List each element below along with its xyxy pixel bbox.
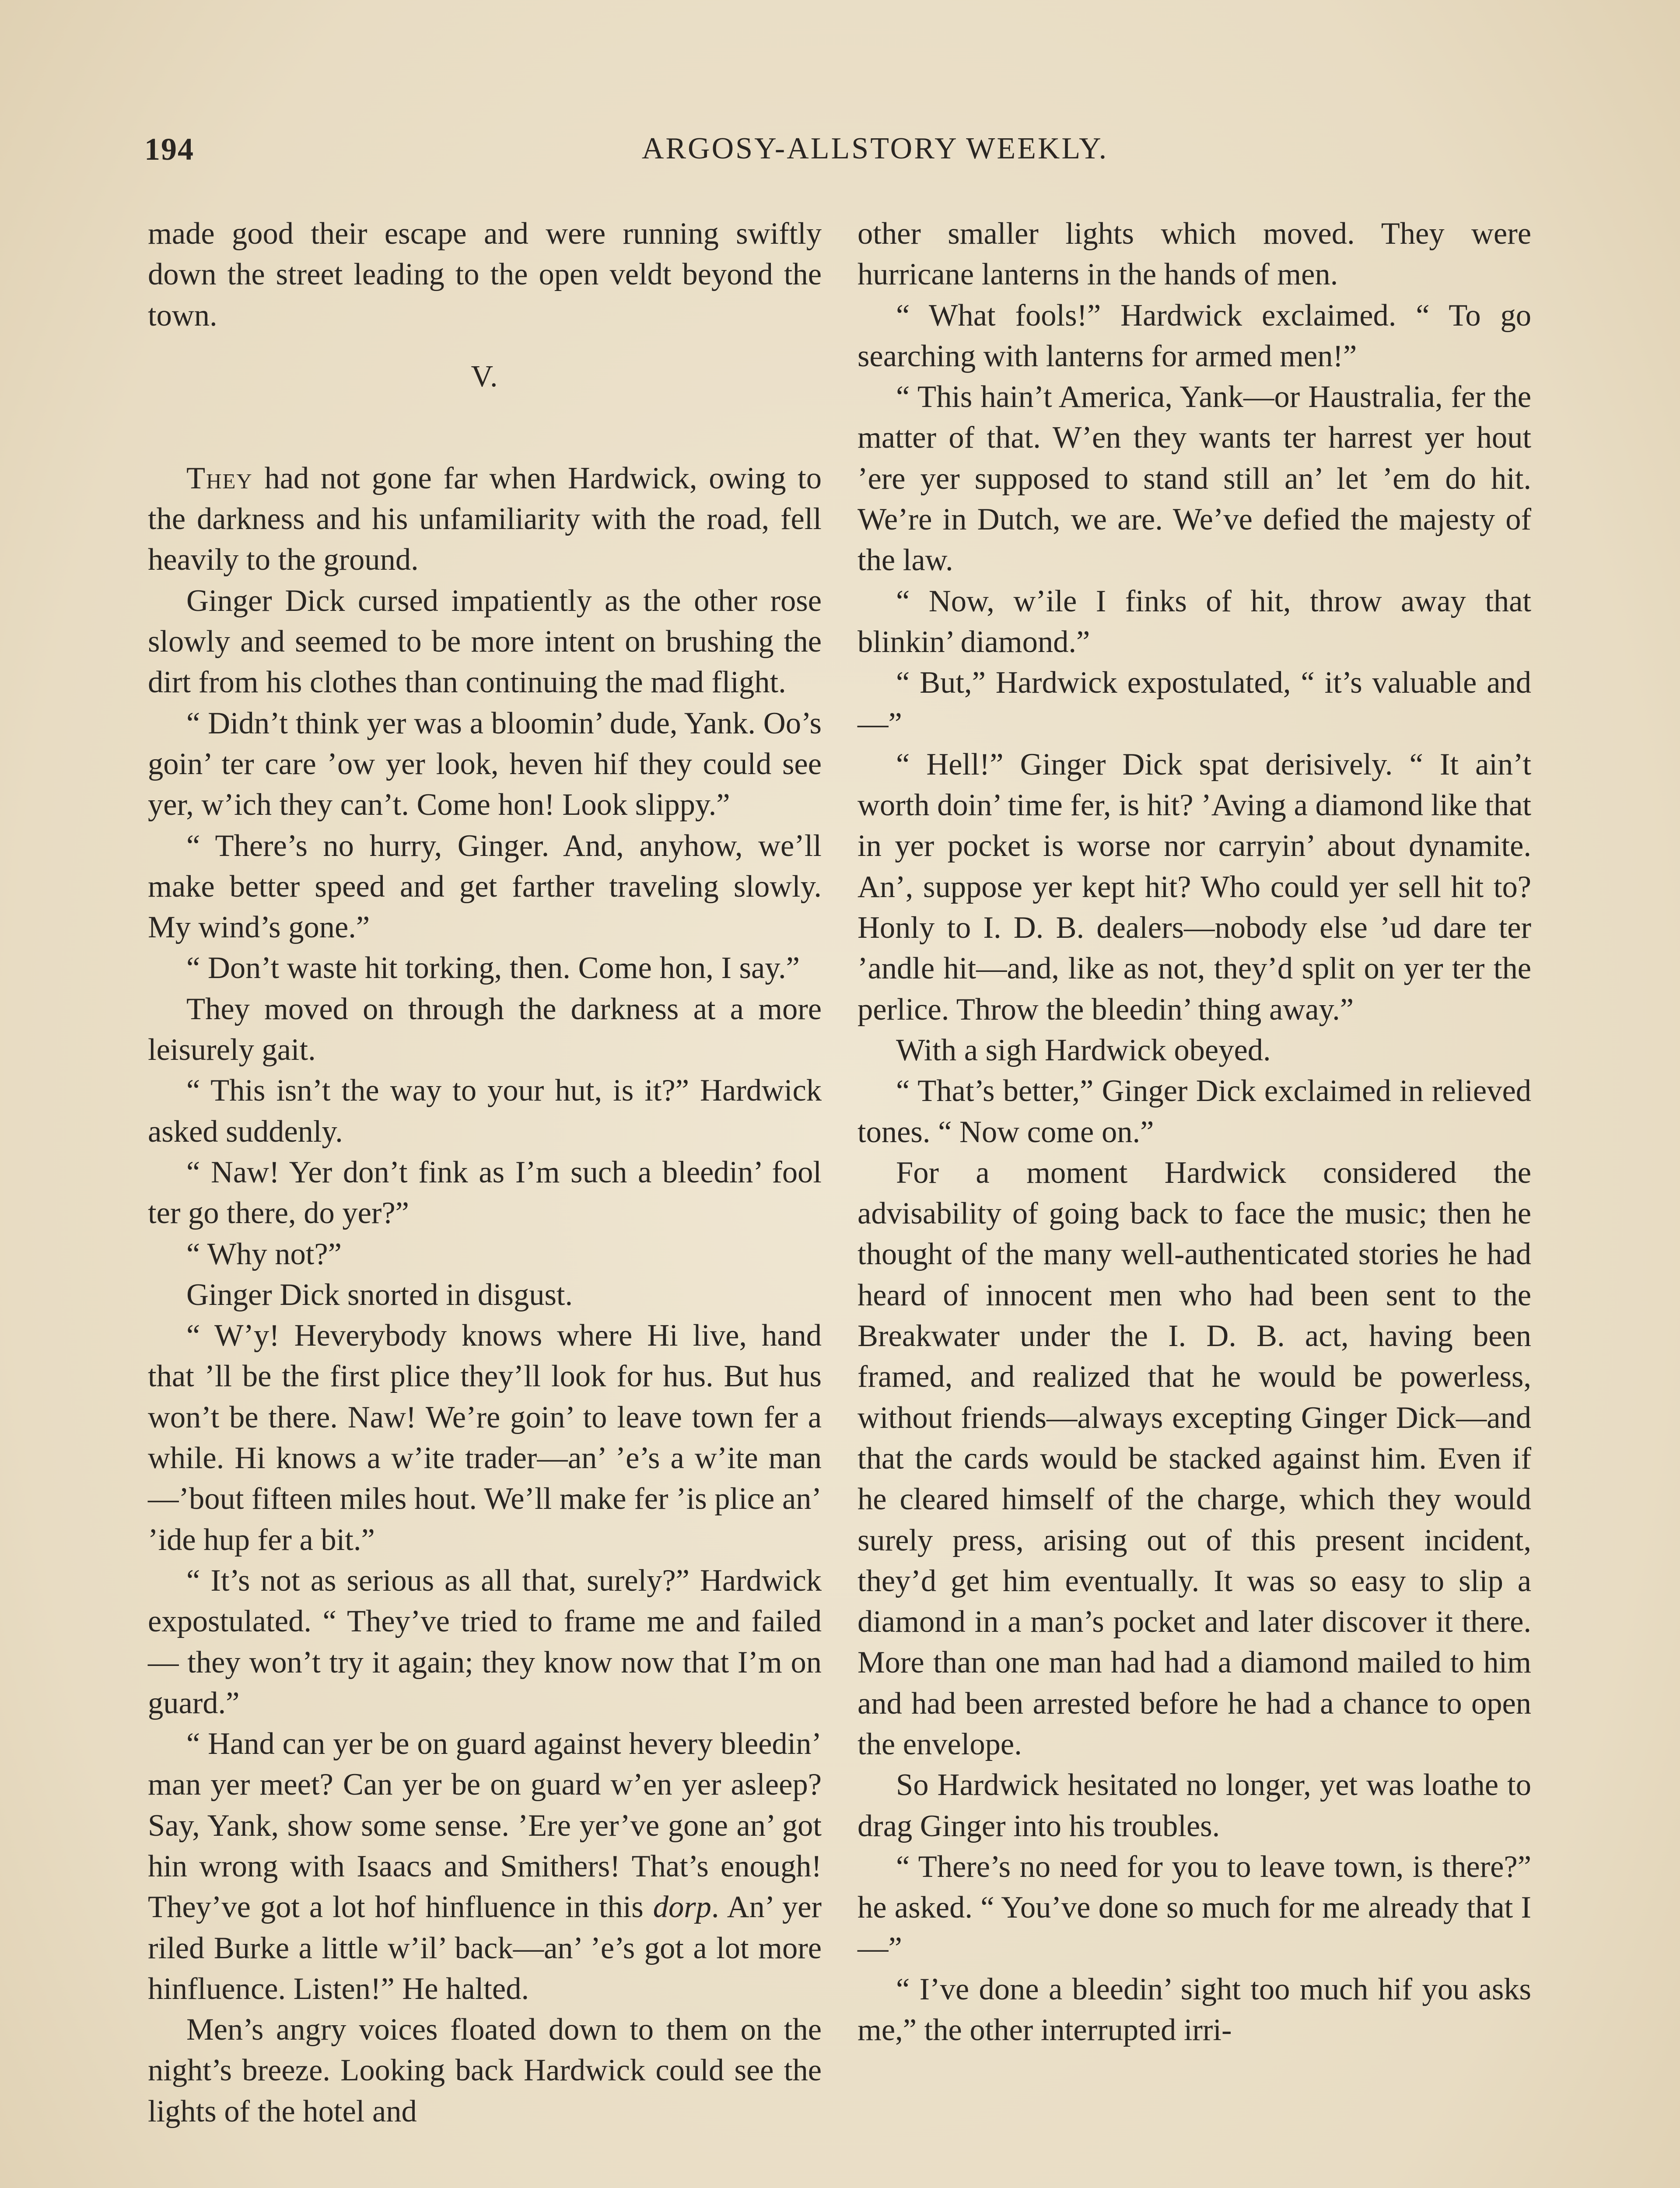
paragraph: “ Why not?”: [186, 1237, 342, 1271]
paragraph: “ This hain’t America, Yank—or Haustralia, fer the matter of that. W’en they wants ter harrest yer hout ’ere yer supposed to stand still an’ let ’em do hit. We’re in Dutch, we are. We’ve defied the majesty of the law.: [858, 380, 1531, 578]
paragraph: “ I’ve done a bleedin’ sight too much hif you asks me,” the other interrupted irri-: [858, 1972, 1531, 2048]
paragraph: made good their escape and were running swiftly down the street leading to the open veldt beyond the town.: [148, 217, 822, 333]
running-head: [144, 131, 1527, 179]
page-number: 194: [144, 132, 194, 167]
paragraph: So Hardwick hesitated no longer, yet was loathe to drag Ginger into his troubles.: [858, 1768, 1531, 1843]
paragraph: other smaller lights which moved. They were hurricane lanterns in the hands of men.: [858, 217, 1531, 292]
paragraph: For a moment Hardwick considered the advisability of going back to face the music; then he thought of the many well-authenticated stories he had heard of innocent men who had been sent to the Breakwater under the I. D. B. act, having been framed, and realized that he would be powerless, without friends—always excepting Ginger Dick—and that the cards would be stacked against him. Even if he cleared himself of the charge, which they would surely press, arising out of this present incident, they’d get him eventually. It was so easy to slip a diamond in a man’s pocket and later discover it there. More than one man had had a diamond mailed to him and had been arrested before he had a chance to open the envelope.: [858, 1155, 1531, 1761]
paragraph: [148, 458, 822, 581]
paragraph: “ Naw! Yer don’t fink as I’m such a bleedin’ fool ter go there, do yer?”: [148, 1155, 822, 1231]
paragraph: “ But,” Hardwick expostulated, “ it’s valuable and—”: [858, 666, 1531, 741]
section-heading: V.: [471, 359, 499, 393]
section-spacer: [148, 417, 822, 458]
paragraph: Men’s angry voices floated down to them on the night’s breeze. Looking back Hardwick could see the lights of the hotel and: [148, 2013, 822, 2128]
paragraph: Ginger Dick cursed impatiently as the other rose slowly and seemed to be more intent on brushing the dirt from his clothes than continuing the mad flight.: [148, 583, 822, 700]
paragraph: “ Don’t waste hit torking, then. Come hon, I say.”: [186, 951, 800, 985]
paragraph: “ It’s not as serious as all that, surely?” Hardwick expostulated. “ They’ve tried to frame me and failed — they won’t try it again; they know now that I’m on guard.”: [148, 1563, 822, 1720]
paragraph: “ Didn’t think yer was a bloomin’ dude, Yank. Oo’s goin’ ter care ’ow yer look, heven hif they could see yer, w’ich they can’t. Come hon! Look slippy.”: [148, 706, 822, 822]
paragraph: “ Hell!” Ginger Dick spat derisively. “ It ain’t worth doin’ time fer, is hit? ’Aving a diamond like that in yer pocket is worse nor carryin’ about dynamite. An’, suppose yer kept hit? Who could yer sell hit to? Honly to I. D. B. dealers—nobody else ’ud dare ter ’andle hit—and, like as not, they’d split on yer ter the perlice. Throw the bleedin’ thing away.”: [858, 747, 1531, 1027]
paragraph: “ There’s no hurry, Ginger. And, anyhow, we’ll make better speed and get farther traveling slowly. My wind’s gone.”: [148, 828, 822, 945]
italic-word: dorp: [653, 1890, 711, 1925]
small-caps-lead: They: [186, 461, 253, 495]
paragraph: “ There’s no need for you to leave town, is there?” he asked. “ You’ve done so much for me already that I—”: [858, 1849, 1531, 1966]
paragraph: “ Now, w’ile I finks of hit, throw away that blinkin’ diamond.”: [858, 584, 1531, 659]
paragraph-text: . An’ yer riled Burke a little w’il’ back—an’ ’e’s got a lot more hinfluence. Listen!” He halted.: [148, 1890, 822, 2006]
paragraph: “ This isn’t the way to your hut, is it?” Hardwick asked suddenly.: [148, 1073, 822, 1149]
paragraph: “ That’s better,” Ginger Dick exclaimed in relieved tones. “ Now come on.”: [858, 1074, 1531, 1149]
left-column: [148, 214, 822, 2132]
paragraph: They moved on through the darkness at a more leisurely gait.: [148, 992, 822, 1067]
paragraph: Ginger Dick snorted in disgust.: [186, 1277, 573, 1312]
right-column: [858, 214, 1531, 2051]
paragraph-text: had not gone far when Hardwick, owing to the darkness and his unfamiliarity with the road, fell heavily to the ground.: [148, 461, 822, 577]
paragraph: [148, 1724, 822, 2009]
paragraph: “ W’y! Heverybody knows where Hi live, hand that ’ll be the first plice they’ll look for hus. But hus won’t be there. Naw! We’re goin’ to leave town fer a while. Hi knows a w’ite trader—an’ ’e’s a w’ite man—’bout fifteen miles hout. We’ll make fer ’is plice an’ ’ide hup fer a bit.”: [148, 1318, 822, 1557]
paragraph-text: “ Hand can yer be on guard against hevery bleedin’ man yer meet? Can yer be on guard w’en yer asleep? Say, Yank, show some sense. ’Ere yer’ve gone an’ got hin wrong with Isaacs and Smithers! That’s enough! They’ve got a lot hof hinfluence in this: [148, 1727, 822, 1925]
paragraph: “ What fools!” Hardwick exclaimed. “ To go searching with lanterns for armed men!”: [858, 298, 1531, 373]
journal-title: ARGOSY-ALLSTORY WEEKLY.: [641, 132, 1109, 165]
paragraph: With a sigh Hardwick obeyed.: [896, 1033, 1271, 1067]
